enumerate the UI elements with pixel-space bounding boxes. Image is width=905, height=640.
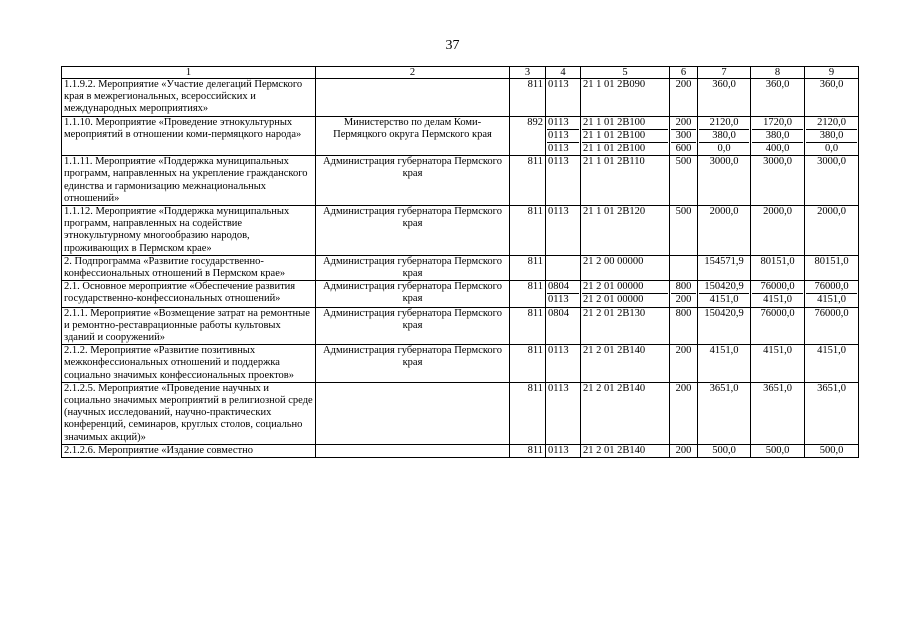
target-article-cell [581,116,670,156]
expense-type-cell [670,206,698,256]
cell-line: 21 2 01 2В140 [583,444,646,456]
cell-line: 0113 [548,206,569,218]
executor-cell: Администрация губернатора Пермского края [316,281,510,307]
cell-line: 21 2 01 2В140 [583,345,646,357]
amount-year2-cell [751,307,805,345]
executor-cell: Администрация губернатора Пермского края [316,307,510,345]
cell-line: 0113 [548,345,569,357]
cell-line: 76000,0 [760,281,795,293]
cell-line: 0113 [547,129,579,142]
cell-line: 800 [675,307,692,319]
measure-name-cell: 1.1.11. Мероприятие «Поддержка муниципальных программ, направленных на укрепление гражданского единства и гармонизацию межнациональных отношений» [62,156,316,206]
expense-type-cell [670,345,698,383]
expense-type-cell [670,281,698,307]
cell-line: 0804 [548,307,569,319]
measure-name-cell: 1.1.9.2. Мероприятие «Участие делегаций Пермского края в межрегиональных, всероссийских и международных мероприятиях» [62,79,316,117]
executor-cell: Министерство по делам Коми-Пермяцкого округа Пермского края [316,116,510,156]
amount-year2-cell [751,255,805,280]
header-col-1: 1 [62,67,316,79]
cell-line: 800 [675,281,692,293]
table-row [62,156,859,206]
cell-line: 0113 [548,382,569,394]
budget-code-cell: 811 [510,307,546,345]
amount-year1-cell [698,206,751,256]
table-row [62,444,859,457]
cell-line: 2000,0 [763,206,792,218]
budget-code-cell: 892 [510,116,546,156]
cell-line: 21 2 01 00000 [583,281,644,293]
table-row [62,79,859,117]
cell-line: 150420,9 [704,281,744,293]
cell-line: 2120,0 [817,116,846,128]
executor-cell [316,79,510,117]
measure-name-cell: 2.1.2.5. Мероприятие «Проведение научных и социально значимых мероприятий в религиозной среде (научных исследований, научно-практических конференций, семинаров, круглых столов, социально значимых акций)» [62,382,316,444]
cell-line: 21 2 01 2В130 [583,307,646,319]
cell-line: 154571,9 [704,255,744,267]
amount-year2-cell [751,444,805,457]
cell-line: 21 1 01 2В100 [582,129,668,142]
cell-line: 380,0 [699,129,749,142]
expense-type-cell [670,79,698,117]
cell-line: 0804 [548,281,569,293]
amount-year2-cell [751,382,805,444]
header-col-2: 2 [316,67,510,79]
section-code-cell [546,444,581,457]
cell-line: 0113 [548,444,569,456]
cell-line: 200 [675,116,692,128]
cell-line: 500,0 [819,444,844,456]
cell-line: 4151,0 [699,293,749,306]
expense-type-cell [670,444,698,457]
cell-line: 150420,9 [704,307,744,319]
cell-line: 80151,0 [760,255,795,267]
cell-line: 21 1 01 2В100 [583,116,646,128]
cell-line: 360,0 [819,79,844,90]
amount-year1-cell [698,116,751,156]
target-article-cell [581,255,670,280]
measure-name-cell: 1.1.12. Мероприятие «Поддержка муниципальных программ, направленных на содействие этнокультурному многообразию народов, проживающих в Пермском крае» [62,206,316,256]
header-col-7: 7 [698,67,751,79]
budget-table [61,66,859,458]
cell-line: 360,0 [712,79,736,90]
table-row [62,382,859,444]
section-code-cell [546,255,581,280]
amount-year1-cell [698,307,751,345]
budget-code-cell: 811 [510,345,546,383]
section-code-cell [546,156,581,206]
executor-cell: Администрация губернатора Пермского края [316,206,510,256]
cell-line: 4151,0 [806,293,857,306]
cell-line: 4151,0 [817,345,846,357]
target-article-cell [581,382,670,444]
amount-year3-cell [805,206,859,256]
amount-year1-cell [698,444,751,457]
cell-line: 600 [671,142,696,155]
cell-line: 200 [675,345,692,357]
header-col-3: 3 [510,67,546,79]
cell-line: 500 [675,156,692,168]
cell-line: 3000,0 [709,156,739,168]
cell-line: 21 2 01 00000 [582,293,668,306]
executor-cell [316,444,510,457]
cell-line: 0,0 [699,142,749,155]
measure-name-cell: 2.1. Основное мероприятие «Обеспечение развития государственно-конфессиональных отношений» [62,281,316,307]
cell-line: 4151,0 [763,345,792,357]
cell-line: 0113 [548,156,569,168]
cell-line: 3651,0 [709,382,739,394]
amount-year1-cell [698,156,751,206]
cell-line: 2000,0 [709,206,739,218]
header-col-6: 6 [670,67,698,79]
section-code-cell [546,281,581,307]
page-number: 37 [445,38,460,53]
amount-year3-cell [805,281,859,307]
cell-line: 200 [675,79,692,90]
table-row [62,255,859,280]
cell-line: 76000,0 [814,307,849,319]
cell-line: 200 [675,444,692,456]
amount-year2-cell [751,281,805,307]
amount-year3-cell [805,116,859,156]
cell-line: 21 1 01 2В100 [582,142,668,155]
section-code-cell [546,79,581,117]
cell-line: 0113 [548,116,569,128]
cell-line: 500 [675,206,692,218]
measure-name-cell: 1.1.10. Мероприятие «Проведение этнокультурных мероприятий в отношении коми-пермяцкого народа» [62,116,316,156]
cell-line: 76000,0 [760,307,795,319]
cell-line: 380,0 [752,129,803,142]
amount-year3-cell [805,79,859,117]
cell-line: 0113 [547,293,579,306]
measure-name-cell: 2.1.2. Мероприятие «Развитие позитивных межконфессиональных отношений и поддержка социально значимых конфессиональных проектов» [62,345,316,383]
cell-line: 2000,0 [817,206,846,218]
table-header-row [62,67,859,79]
section-code-cell [546,382,581,444]
amount-year1-cell [698,255,751,280]
measure-name-cell: 2. Подпрограмма «Развитие государственно-конфессиональных отношений в Пермском крае» [62,255,316,280]
cell-line: 0113 [547,142,579,155]
cell-line: 3000,0 [763,156,792,168]
cell-line: 76000,0 [814,281,849,293]
amount-year3-cell [805,307,859,345]
section-code-cell [546,206,581,256]
cell-line: 400,0 [752,142,803,155]
table-row [62,206,859,256]
table-row [62,345,859,383]
cell-line: 380,0 [806,129,857,142]
expense-type-cell [670,382,698,444]
cell-line: 200 [675,382,692,394]
cell-line: 1720,0 [763,116,792,128]
target-article-cell [581,307,670,345]
cell-line: 21 2 00 00000 [583,255,644,267]
cell-line: 300 [671,129,696,142]
expense-type-cell [670,116,698,156]
amount-year1-cell [698,79,751,117]
amount-year2-cell [751,206,805,256]
measure-name-cell: 2.1.2.6. Мероприятие «Издание совместно [62,444,316,457]
budget-code-cell: 811 [510,156,546,206]
cell-line: 2120,0 [709,116,739,128]
cell-line: 3651,0 [817,382,846,394]
cell-line: 4151,0 [709,345,739,357]
amount-year3-cell [805,345,859,383]
executor-cell: Администрация губернатора Пермского края [316,156,510,206]
target-article-cell [581,156,670,206]
amount-year2-cell [751,345,805,383]
cell-line: 500,0 [712,444,736,456]
budget-code-cell: 811 [510,79,546,117]
measure-name-cell: 2.1.1. Мероприятие «Возмещение затрат на ремонтные и ремонтно-реставрационные работы культовых зданий и сооружений» [62,307,316,345]
budget-code-cell: 811 [510,281,546,307]
cell-line: 80151,0 [814,255,849,267]
amount-year1-cell [698,382,751,444]
header-col-9: 9 [805,67,859,79]
executor-cell: Администрация губернатора Пермского края [316,345,510,383]
expense-type-cell [670,255,698,280]
target-article-cell [581,206,670,256]
budget-code-cell: 811 [510,255,546,280]
cell-line: 21 2 01 2В140 [583,382,646,394]
amount-year1-cell [698,281,751,307]
table-row [62,307,859,345]
amount-year2-cell [751,79,805,117]
cell-line: 3651,0 [763,382,792,394]
section-code-cell [546,307,581,345]
cell-line: 360,0 [765,79,790,90]
budget-code-cell: 811 [510,206,546,256]
header-col-4: 4 [546,67,581,79]
expense-type-cell [670,156,698,206]
cell-line: 4151,0 [752,293,803,306]
expense-type-cell [670,307,698,345]
cell-line: 21 1 01 2В120 [583,206,646,218]
cell-line: 500,0 [765,444,790,456]
header-col-8: 8 [751,67,805,79]
cell-line: 0113 [548,79,569,90]
budget-code-cell: 811 [510,382,546,444]
cell-line: 200 [671,293,696,306]
amount-year3-cell [805,156,859,206]
target-article-cell [581,79,670,117]
amount-year1-cell [698,345,751,383]
cell-line: 21 1 01 2В090 [583,79,646,90]
amount-year2-cell [751,156,805,206]
cell-line: 0,0 [806,142,857,155]
target-article-cell [581,345,670,383]
cell-line: 21 1 01 2В110 [583,156,645,168]
amount-year3-cell [805,255,859,280]
cell-line: 3000,0 [817,156,846,168]
target-article-cell [581,281,670,307]
executor-cell [316,382,510,444]
table-row [62,116,859,156]
amount-year3-cell [805,444,859,457]
budget-code-cell: 811 [510,444,546,457]
section-code-cell [546,345,581,383]
amount-year3-cell [805,382,859,444]
section-code-cell [546,116,581,156]
executor-cell: Администрация губернатора Пермского края [316,255,510,280]
table-row [62,281,859,307]
target-article-cell [581,444,670,457]
amount-year2-cell [751,116,805,156]
header-col-5: 5 [581,67,670,79]
